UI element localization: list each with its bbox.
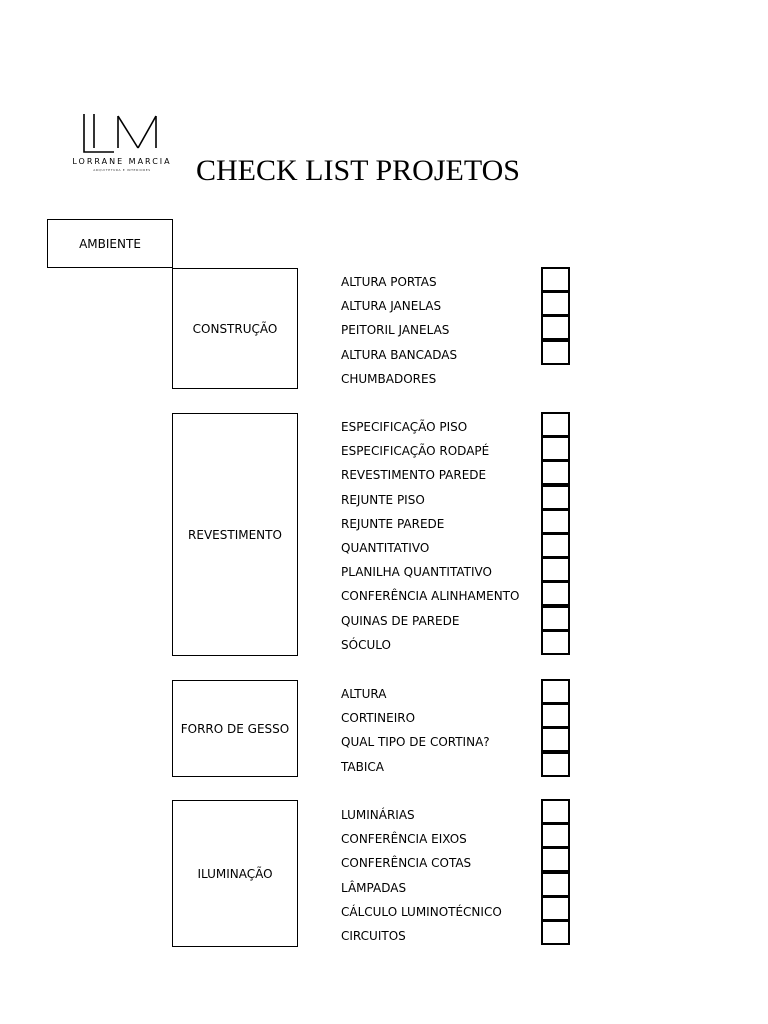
checkbox[interactable] xyxy=(541,557,570,582)
section-label: REVESTIMENTO xyxy=(188,527,282,542)
checkbox[interactable] xyxy=(541,727,570,752)
checklist-item-label: CHUMBADORES xyxy=(341,371,437,386)
section-label: CONSTRUÇÃO xyxy=(192,321,278,336)
checkbox[interactable] xyxy=(541,920,570,945)
checkbox[interactable] xyxy=(541,703,570,728)
section-label-box xyxy=(172,268,298,389)
checkbox[interactable] xyxy=(541,799,570,824)
checkbox[interactable] xyxy=(541,436,570,461)
checklist-item-label: LÂMPADAS xyxy=(341,880,407,895)
checklist-item-label: CORTINEIRO xyxy=(341,711,416,726)
checklist-item-label: ALTURA PORTAS xyxy=(341,275,437,289)
checklist-item-label: CIRCUITOS xyxy=(341,929,406,943)
checkbox[interactable] xyxy=(541,291,570,316)
checklist-item-label: ALTURA xyxy=(341,687,387,701)
section-label: FORRO DE GESSO xyxy=(180,721,290,736)
checklist-item-label: CONFERÊNCIA EIXOS xyxy=(341,832,467,847)
checkbox[interactable] xyxy=(541,460,570,485)
checkbox[interactable] xyxy=(541,267,570,292)
section-label-box xyxy=(172,800,298,947)
checklist-item-label: ESPECIFICAÇÃO PISO xyxy=(341,420,468,434)
checklist-item-label: REJUNTE PAREDE xyxy=(341,516,445,531)
section-label: ILUMINAÇÃO xyxy=(197,866,273,881)
checkbox[interactable] xyxy=(541,533,570,558)
checkbox[interactable] xyxy=(541,752,570,777)
checkbox[interactable] xyxy=(541,606,570,631)
checklist-item-label: ESPECIFICAÇÃO RODAPÉ xyxy=(341,444,490,459)
checklist-item-label: ALTURA BANCADAS xyxy=(341,347,458,362)
checklist-item-label: QUAL TIPO DE CORTINA? xyxy=(341,735,490,750)
checklist-item-label: CÁLCULO LUMINOTÉCNICO xyxy=(341,904,502,919)
checkbox[interactable] xyxy=(541,896,570,921)
ambiente-box xyxy=(47,219,173,268)
checklist-item-label: QUINAS DE PAREDE xyxy=(341,613,460,628)
ambiente-label: AMBIENTE xyxy=(79,236,141,251)
checklist-item-label: PEITORIL JANELAS xyxy=(341,323,450,338)
checkbox[interactable] xyxy=(541,412,570,437)
section-label-box xyxy=(172,413,298,656)
checklist-item-label: PLANILHA QUANTITATIVO xyxy=(341,565,492,580)
checkbox[interactable] xyxy=(541,679,570,704)
checklist-item-label: QUANTITATIVO xyxy=(341,541,430,555)
checkbox[interactable] xyxy=(541,847,570,872)
section-label-box xyxy=(172,680,298,777)
checkbox[interactable] xyxy=(541,630,570,655)
checklist-item-label: TABICA xyxy=(341,759,384,774)
checklist-item-label: REJUNTE PISO xyxy=(341,492,425,507)
checklist-item-label: ALTURA JANELAS xyxy=(341,299,442,314)
lm-monogram-icon xyxy=(80,112,164,154)
checkbox[interactable] xyxy=(541,581,570,606)
checkbox[interactable] xyxy=(541,823,570,848)
checklist-item-label: CONFERÊNCIA COTAS xyxy=(341,856,472,871)
checklist-item-label: SÓCULO xyxy=(341,637,391,652)
checkbox[interactable] xyxy=(541,485,570,510)
checklist-item-label: CONFERÊNCIA ALINHAMENTO xyxy=(341,589,520,604)
checkbox[interactable] xyxy=(541,340,570,365)
checklist-item-label: LUMINÁRIAS xyxy=(341,808,415,822)
checklist-item-label: REVESTIMENTO PAREDE xyxy=(341,468,487,483)
checkbox[interactable] xyxy=(541,315,570,340)
logo-name: LORRANE MARCIA xyxy=(72,157,172,166)
checkbox[interactable] xyxy=(541,872,570,897)
checkbox[interactable] xyxy=(541,509,570,534)
logo-tagline: ARQUITETURA E INTERIORES xyxy=(93,168,151,172)
brand-logo xyxy=(70,112,174,178)
page-title: CHECK LIST PROJETOS xyxy=(196,154,520,187)
